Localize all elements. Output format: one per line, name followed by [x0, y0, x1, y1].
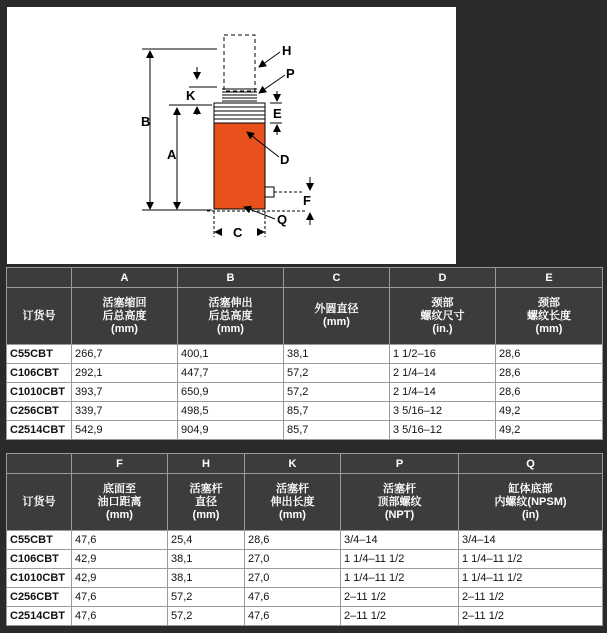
value-cell: 393,7: [72, 383, 178, 402]
table-row: [7, 364, 603, 383]
spec-table-rod-and-threads: [6, 453, 603, 626]
letter-row: [7, 268, 603, 288]
col-letter: E: [496, 268, 603, 288]
value-cell: 2–11 1/2: [459, 607, 603, 626]
value-cell: 3 5/16–12: [390, 421, 496, 440]
value-cell: 47,6: [72, 607, 168, 626]
value-cell: 1 1/2–16: [390, 345, 496, 364]
col-header: 颈部 螺纹尺寸 (in.): [390, 288, 496, 345]
value-cell: 447,7: [178, 364, 284, 383]
table-row: [7, 588, 603, 607]
col-header: 缸体底部 内螺纹(NPSM) (in): [459, 474, 603, 531]
label-a: A: [167, 147, 177, 162]
label-d: D: [280, 152, 290, 167]
value-cell: 85,7: [284, 402, 390, 421]
value-cell: 1 1/4–11 1/2: [341, 569, 459, 588]
value-cell: 292,1: [72, 364, 178, 383]
model-cell: C2514CBT: [7, 607, 72, 626]
table-row: [7, 421, 603, 440]
value-cell: 38,1: [284, 345, 390, 364]
value-cell: 38,1: [168, 569, 245, 588]
value-cell: 3 5/16–12: [390, 402, 496, 421]
label-b: B: [141, 114, 151, 129]
table-row: [7, 402, 603, 421]
value-cell: 28,6: [496, 345, 603, 364]
value-cell: 57,2: [168, 607, 245, 626]
value-cell: 49,2: [496, 421, 603, 440]
value-cell: 47,6: [72, 531, 168, 550]
value-cell: 28,6: [496, 383, 603, 402]
value-cell: 2 1/4–14: [390, 364, 496, 383]
value-cell: 339,7: [72, 402, 178, 421]
value-cell: 650,9: [178, 383, 284, 402]
value-cell: 1 1/4–11 1/2: [341, 550, 459, 569]
label-q: Q: [277, 212, 288, 227]
value-cell: 25,4: [168, 531, 245, 550]
corner-cell: [7, 268, 72, 288]
header-row: [7, 474, 603, 531]
value-cell: 2 1/4–14: [390, 383, 496, 402]
col-header: 活塞杆 顶部螺纹 (NPT): [341, 474, 459, 531]
model-cell: C106CBT: [7, 550, 72, 569]
value-cell: 49,2: [496, 402, 603, 421]
letter-row: [7, 454, 603, 474]
table-row: [7, 531, 603, 550]
model-cell: C256CBT: [7, 588, 72, 607]
label-h: H: [282, 43, 292, 58]
order-number-header: 订货号: [7, 288, 72, 345]
label-c: C: [233, 225, 243, 240]
neck-threads: [214, 103, 265, 123]
model-cell: C1010CBT: [7, 383, 72, 402]
model-cell: C1010CBT: [7, 569, 72, 588]
col-header: 活塞杆 直径 (mm): [168, 474, 245, 531]
value-cell: 542,9: [72, 421, 178, 440]
corner-cell: [7, 454, 72, 474]
value-cell: 2–11 1/2: [341, 607, 459, 626]
value-cell: 904,9: [178, 421, 284, 440]
col-letter: H: [168, 454, 245, 474]
value-cell: 2–11 1/2: [341, 588, 459, 607]
cylinder-body: [214, 123, 265, 209]
value-cell: 27,0: [245, 569, 341, 588]
table-row: [7, 345, 603, 364]
label-p: P: [286, 66, 295, 81]
col-header: 活塞缩回 后总高度 (mm): [72, 288, 178, 345]
value-cell: 42,9: [72, 569, 168, 588]
col-header: 颈部 螺纹长度 (mm): [496, 288, 603, 345]
model-cell: C2514CBT: [7, 421, 72, 440]
value-cell: 47,6: [245, 588, 341, 607]
col-letter: Q: [459, 454, 603, 474]
value-cell: 1 1/4–11 1/2: [459, 569, 603, 588]
label-f: F: [303, 193, 311, 208]
col-header: 底面至 油口距离 (mm): [72, 474, 168, 531]
value-cell: 38,1: [168, 550, 245, 569]
value-cell: 57,2: [168, 588, 245, 607]
value-cell: 3/4–14: [341, 531, 459, 550]
value-cell: 400,1: [178, 345, 284, 364]
value-cell: 27,0: [245, 550, 341, 569]
value-cell: 85,7: [284, 421, 390, 440]
order-number-header: 订货号: [7, 474, 72, 531]
label-k: K: [186, 88, 196, 103]
col-header: 活塞伸出 后总高度 (mm): [178, 288, 284, 345]
col-header: 活塞杆 伸出长度 (mm): [245, 474, 341, 531]
col-header: 外圆直径 (mm): [284, 288, 390, 345]
model-cell: C55CBT: [7, 345, 72, 364]
table-row: [7, 550, 603, 569]
model-cell: C256CBT: [7, 402, 72, 421]
table-row: [7, 383, 603, 402]
value-cell: 57,2: [284, 364, 390, 383]
value-cell: 42,9: [72, 550, 168, 569]
col-letter: B: [178, 268, 284, 288]
col-letter: C: [284, 268, 390, 288]
table-row: [7, 607, 603, 626]
value-cell: 498,5: [178, 402, 284, 421]
header-row: [7, 288, 603, 345]
cylinder-drawing: [7, 7, 456, 264]
label-e: E: [273, 106, 282, 121]
value-cell: 2–11 1/2: [459, 588, 603, 607]
value-cell: 28,6: [245, 531, 341, 550]
cylinder-diagram: [7, 7, 456, 264]
value-cell: 3/4–14: [459, 531, 603, 550]
extended-rod-outline: [224, 35, 255, 91]
col-letter: F: [72, 454, 168, 474]
oil-port: [265, 187, 274, 197]
value-cell: 47,6: [72, 588, 168, 607]
col-letter: A: [72, 268, 178, 288]
value-cell: 1 1/4–11 1/2: [459, 550, 603, 569]
col-letter: K: [245, 454, 341, 474]
table-row: [7, 569, 603, 588]
value-cell: 28,6: [496, 364, 603, 383]
spec-table-dimensions: [6, 267, 603, 440]
model-cell: C106CBT: [7, 364, 72, 383]
col-letter: P: [341, 454, 459, 474]
value-cell: 57,2: [284, 383, 390, 402]
value-cell: 266,7: [72, 345, 178, 364]
value-cell: 47,6: [245, 607, 341, 626]
model-cell: C55CBT: [7, 531, 72, 550]
col-letter: D: [390, 268, 496, 288]
